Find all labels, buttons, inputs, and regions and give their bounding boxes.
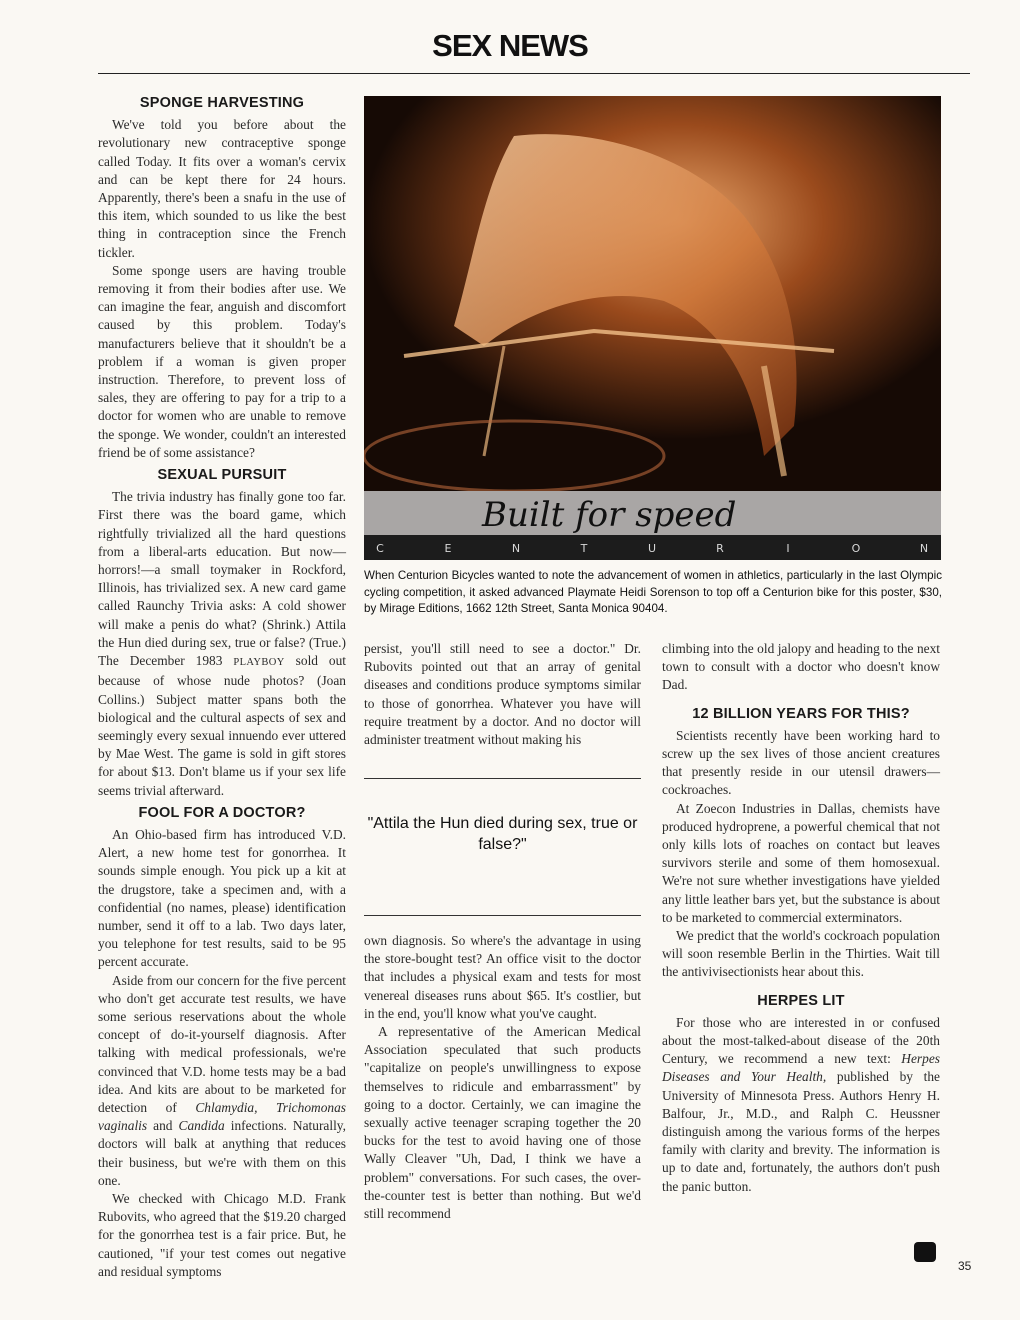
poster-script: Built for speed (482, 495, 737, 535)
brand-letter: E (444, 542, 452, 555)
doctor-paragraph: A representative of the American Medical Association speculated that such products "capitalize on people's unwillingness to expose themselves to ridicule and embarrassment" by going to a doctor. Certainly, we can imagine the sexually active teenager scraping together the 20 bucks for the test to avoid having one of those Wally Cleaver "Uh, Dad, I think we have a problem" conversations. For such cases, the over-the-counter test is better than nothing. But we'd still recommend (364, 1024, 641, 1222)
book-title: Herpes Diseases and Your Health, (662, 1051, 940, 1085)
brand-letter: N (511, 542, 521, 555)
heading-doctor: FOOL FOR A DOCTOR? (138, 804, 306, 821)
playboy-bunny-icon (914, 1242, 936, 1262)
pull-quote-box (364, 778, 641, 916)
doctor-text: infections. Naturally, doctors will balk at anything that reduces their business, but we're with them on this one. (98, 1118, 346, 1188)
doctor-paragraph (98, 972, 346, 1190)
pursuit-text: sold out because of whose nude photos? (Joan Collins.) Subject matter spans both the biological and the cultural aspects of sex and seemingly every sexual innuendo ever uttered by Mae West. The game is sold in gift stores for about $13. Don't blame us if your sex life seems trivial afterward. (98, 653, 347, 798)
brand-letter: R (716, 542, 724, 555)
herpes-paragraph (662, 1014, 940, 1196)
doctor-paragraph: We checked with Chicago M.D. Frank Rubovits, who agreed that the $19.20 charged for the gonorrhea test is a fair price. But, he cautioned, "if your test comes out negative and residual symptoms (98, 1190, 346, 1279)
header-rule (98, 73, 970, 74)
column-2-lower (364, 932, 641, 1223)
heading-sponge: SPONGE HARVESTING (139, 95, 305, 111)
poster-photo (364, 96, 941, 560)
column-1 (98, 94, 346, 1281)
poster-artwork (364, 96, 941, 560)
heading-billion: 12 BILLION YEARS FOR THIS? (692, 705, 910, 722)
section-title: SEX NEWS (432, 28, 588, 63)
billion-paragraph: At Zoecon Industries in Dallas, chemists have produced hydroprene, a powerful chemical that not only kills lots of roaches on contact but leaves survivors sterile and some of them homosexual. We're not sure whether investigations have yielded any little leather bars yet, but the substance is about to be marketed to commercial exterminators. (662, 800, 940, 925)
billion-paragraph: Scientists recently have been working hard to screw up the sex lives of those ancient creatures that presently reside in our utensil drawers—cockroaches. (662, 727, 940, 798)
billion-paragraph: We predict that the world's cockroach population will soon resemble Berlin in the Thirties. Wait till the antivivisectionists hear about this. (662, 928, 940, 980)
brand-letter: N (919, 542, 929, 555)
doctor-text: Aside from our concern for the five percent who don't get accurate test results, we have some serious reservations about the whole concept of do-it-yourself diagnosis. After talking with medical professionals, we're convinced that V.D. home tests may be a bad idea. And kits are about to be marketed for detection of (98, 972, 346, 1115)
doctor-paragraph: An Ohio-based firm has introduced V.D. Alert, a new home test for gonorrhea. It sounds simple enough. You pick up a kit at the drugstore, take a specimen and, with a confidential (no names, please) identification number, send it off to a lab. Two days later, you telephone for test results, said to be 95 percent accurate. (98, 826, 346, 970)
doctor-text: and (153, 1118, 173, 1134)
brand-letter: U (647, 542, 657, 555)
playboy-wordmark: PLAYBOY (233, 657, 285, 669)
term-trichomonas: Trichomonas vaginalis (98, 1099, 346, 1134)
pursuit-paragraph (98, 488, 346, 799)
brand-letter: C (376, 542, 384, 555)
doctor-paragraph: own diagnosis. So where's the advantage in using the store-bought test? An office visit to the doctor that includes a physical exam and tests for most venereal diseases runs about $65. It's costlier, but in the end, you'll know what you've caught. (364, 933, 641, 1021)
column-3 (662, 640, 940, 1196)
brand-letter: T (580, 542, 588, 555)
term-chlamydia: Chlamydia, (195, 1099, 258, 1115)
doctor-paragraph: persist, you'll still need to see a doctor." Dr. Rubovits pointed out that an array of genital diseases and conditions produce symptoms similar to those of gonorrhea. Whatever you have will require treatment by a doctor. And no doctor will administer treatment without making his (364, 641, 641, 748)
brand-letter: I (786, 542, 790, 555)
column-2 (364, 640, 641, 749)
term-candida: Candida (178, 1118, 225, 1134)
photo-caption: When Centurion Bicycles wanted to note the advancement of women in athletics, particularly in the last Olympic cycling competition, it asked advanced Playmate Heidi Sorenson to top off a Centurion bike for this poster, $30, by Mirage Editions, 1662 12th Street, Santa Monica 90404. (364, 569, 942, 615)
pursuit-text: The trivia industry has finally gone too far. First there was the board game, which rightfully trivialized all the hard questions from a liberal-arts education. But now—horrors!—a small toymaker in Rockford, Illinois, has trivialized sex. A new card game called Raunchy Trivia asks: A cold shower will make a penis do what? (Shrink.) Attila the Hun died during sex, true or false? (True.) The December 1983 (98, 489, 346, 669)
doctor-paragraph: climbing into the old jalopy and heading to the next town to consult with a doctor who doesn't know Dad. (662, 641, 940, 693)
sponge-paragraph: Some sponge users are having trouble removing it from their bodies after use. We can imagine the fear, anguish and discomfort caused by this problem. Today's manufacturers believe that it shouldn't be a problem if a woman is given proper instruction. Therefore, to prevent loss of sales, they are offering to pay for a trip to a doctor for women who are unable to remove the sponge. We wonder, couldn't an interested friend be of some assistance? (98, 262, 346, 460)
page-number: 35 (958, 1259, 972, 1273)
brand-letter: O (851, 542, 861, 555)
pull-quote: "Attila the Hun died during sex, true or false?" (367, 815, 638, 853)
sponge-paragraph: We've told you before about the revolutionary new contraceptive sponge called Today. It fits over a woman's cervix and can be kept there for 24 hours. Apparently, there's been a snafu in the use of this item, which sounded to us like the best thing in contraception since the French tickler. (98, 117, 346, 260)
heading-pursuit: SEXUAL PURSUIT (157, 467, 287, 484)
herpes-text: For those who are interested in or confused about the most-talked-about disease of the 20th Century, we recommend a new text: (662, 1014, 940, 1067)
heading-herpes: HERPES LIT (757, 992, 845, 1009)
herpes-text: published by the University of Minnesota Press. Authors Henry H. Balfour, Jr., M.D., and Ralph C. Heussner distinguish among the various forms of the herpes family with clarity and brevity. The information is up to date and, fortunately, the authors don't push the panic button. (662, 1069, 940, 1194)
